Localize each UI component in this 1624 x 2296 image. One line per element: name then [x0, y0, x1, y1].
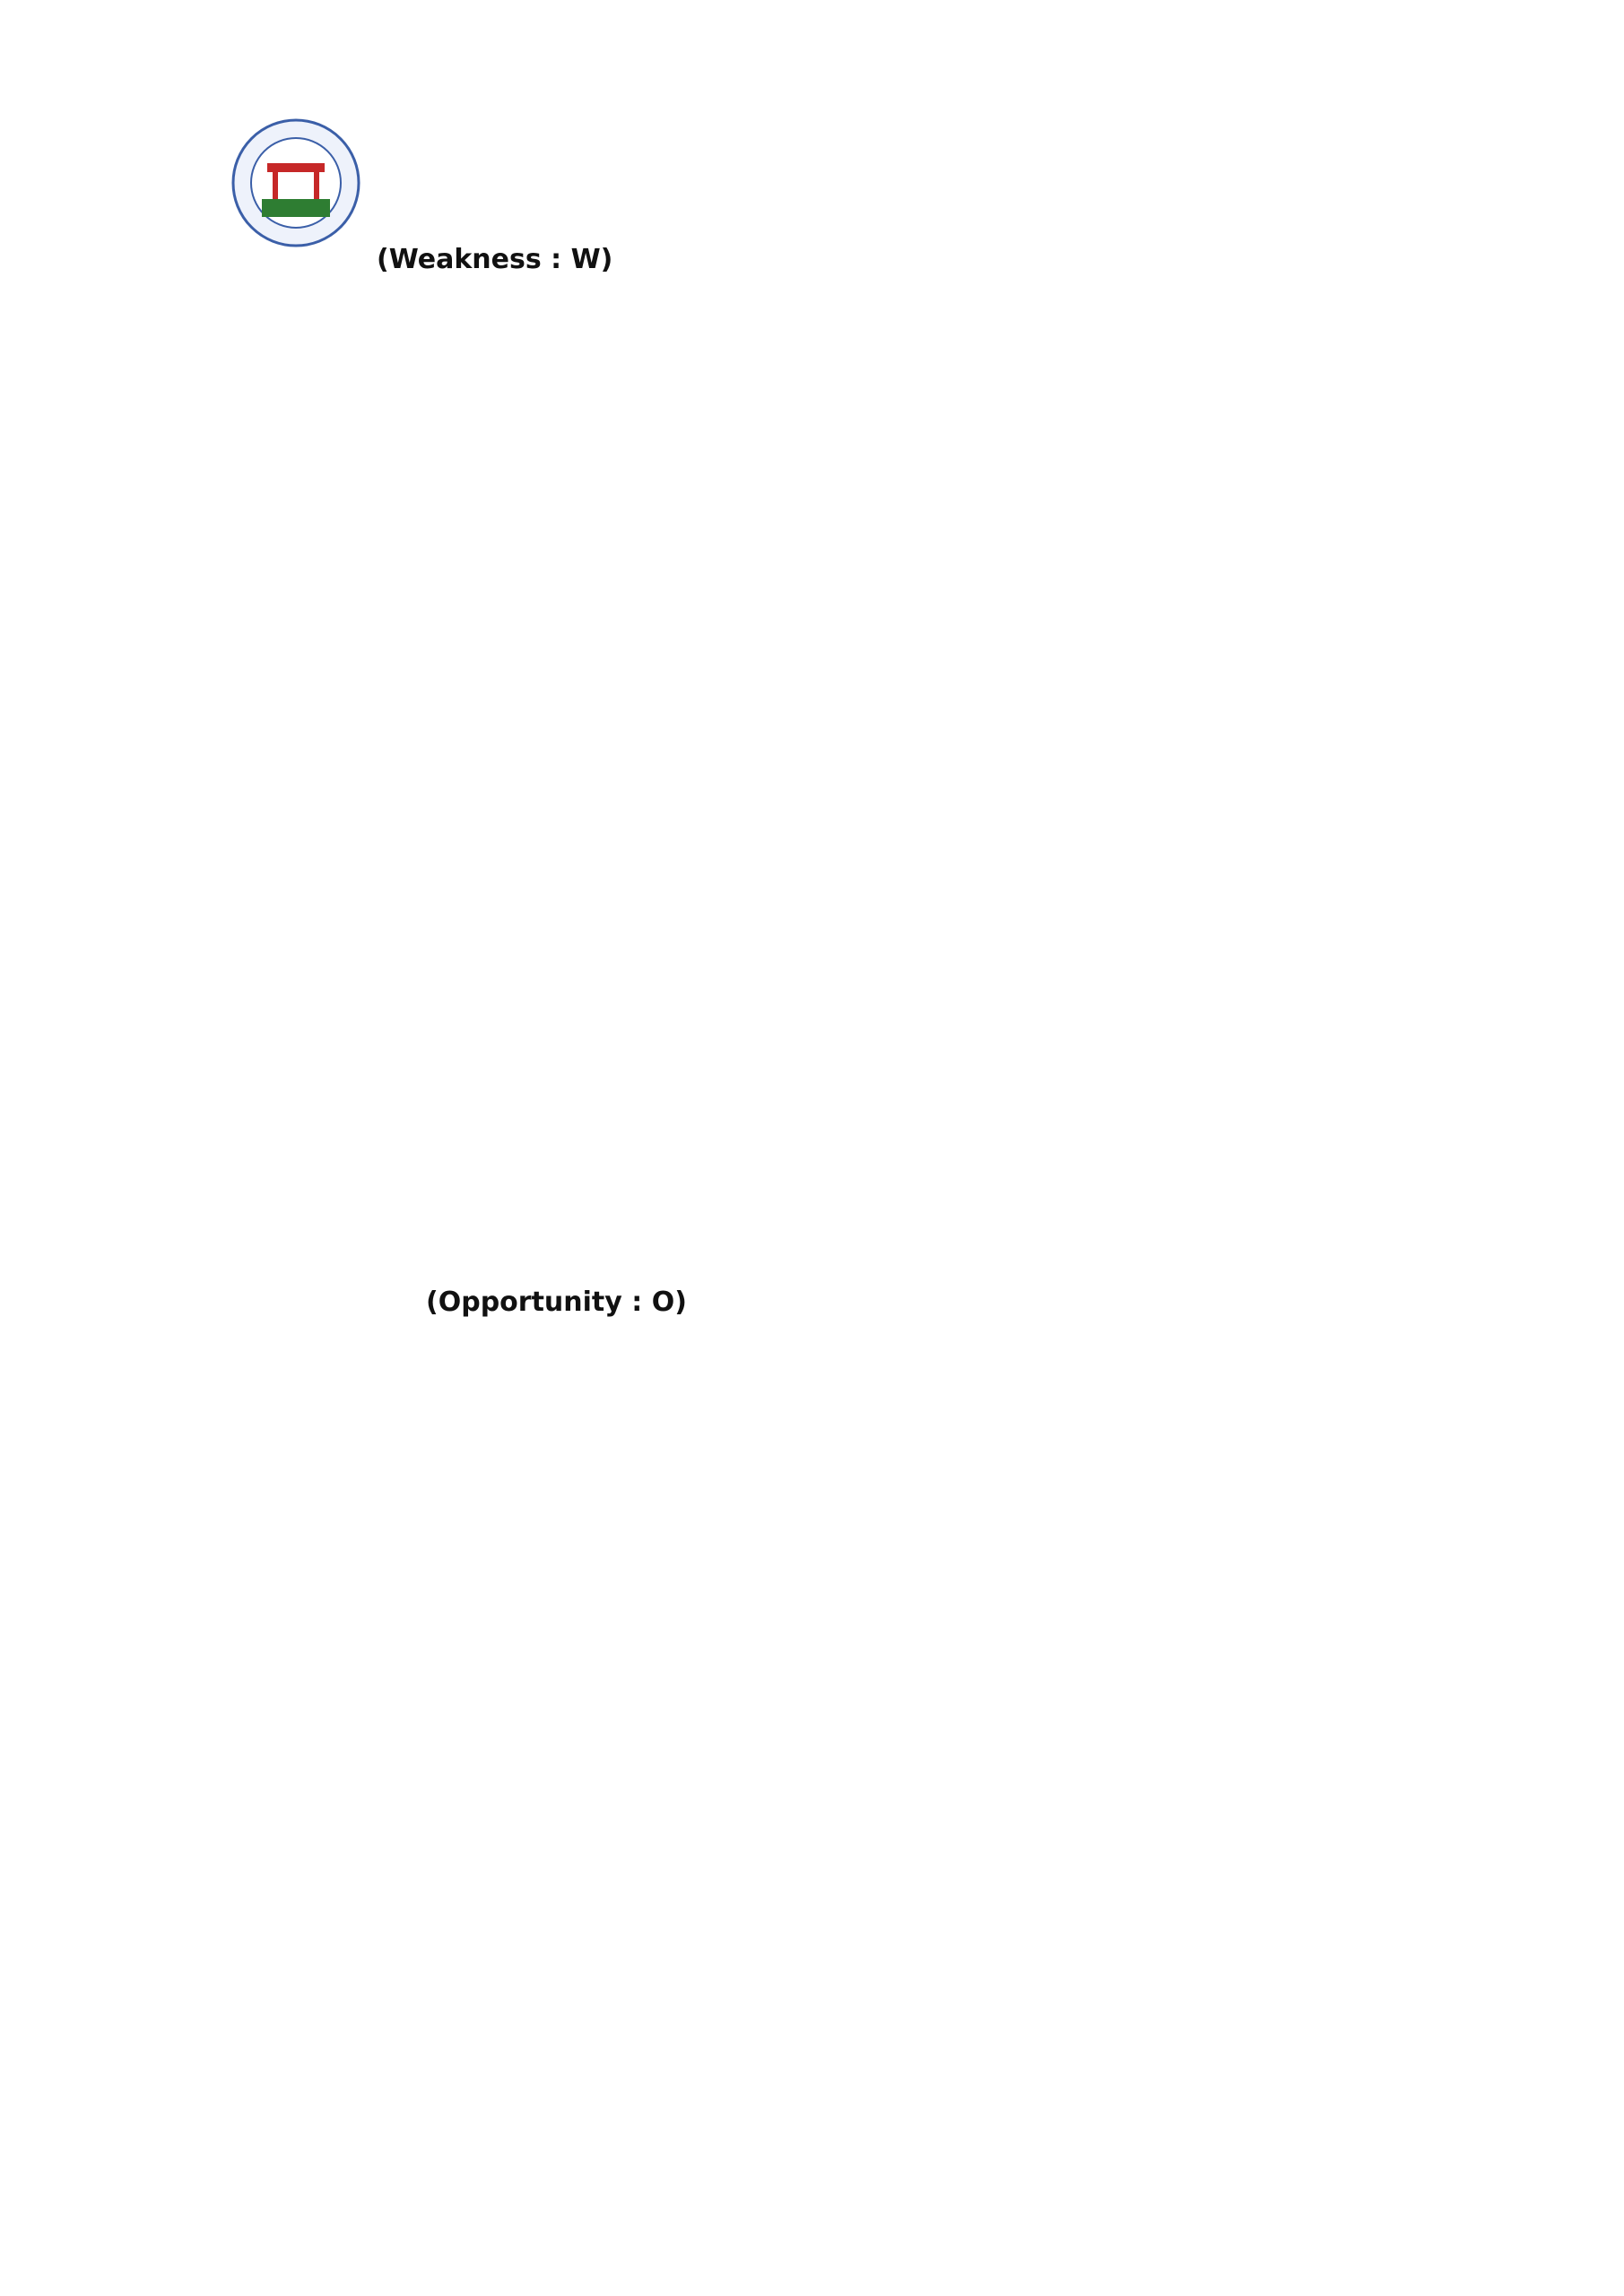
opportunity-item: [235, 1954, 1481, 2008]
opportunity-item: [235, 1452, 1481, 1506]
opportunity-item: [235, 1564, 1481, 1618]
weakness-item: [235, 856, 1481, 910]
weakness-heading: (Weakness : W): [377, 244, 613, 275]
opportunity-item: [235, 1789, 1481, 1842]
weakness-item: [235, 520, 1481, 574]
opportunity-item: [235, 1677, 1481, 1730]
opportunity-heading: (Opportunity : O): [426, 1287, 687, 1318]
weakness-item: [235, 744, 1481, 798]
weakness-item: [235, 968, 1481, 1022]
weakness-item: [235, 1080, 1481, 1134]
weakness-item: [235, 632, 1481, 686]
opportunity-item: [235, 1340, 1481, 1394]
organization-seal-logo: [231, 118, 360, 247]
weakness-item: [235, 408, 1481, 462]
weakness-item: [235, 296, 1481, 350]
